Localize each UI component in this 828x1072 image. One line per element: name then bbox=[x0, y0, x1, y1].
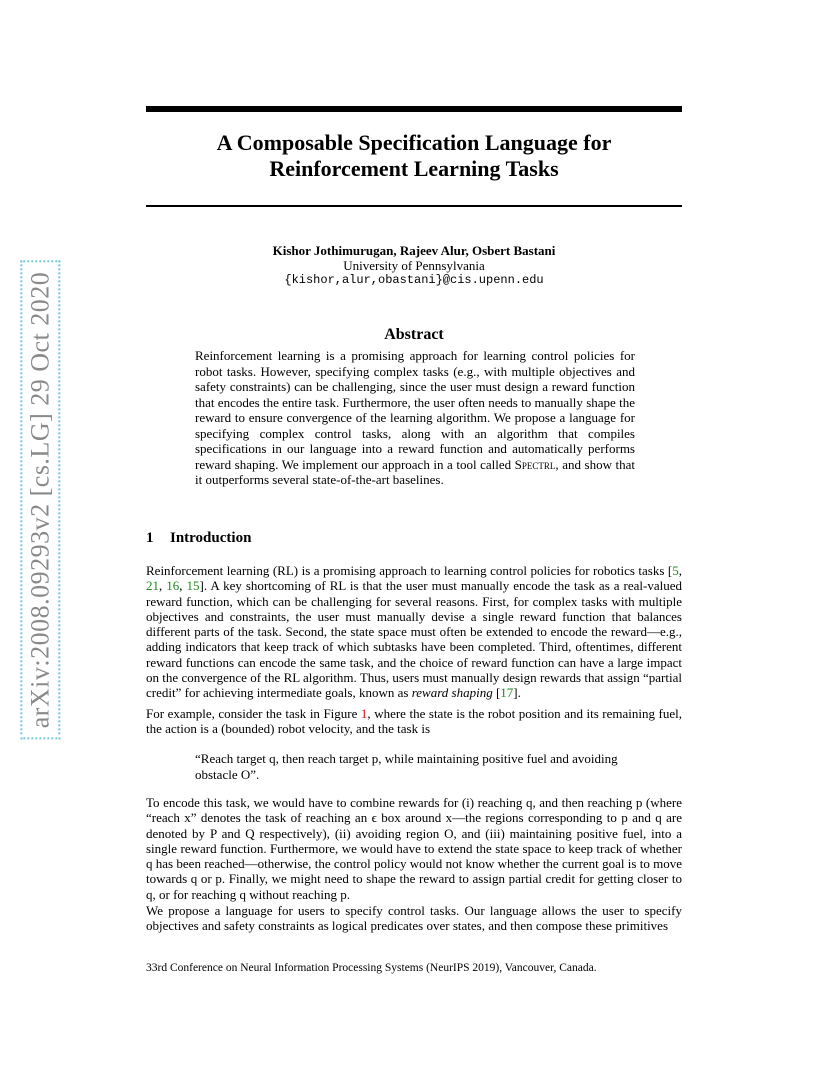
section-title: Introduction bbox=[170, 530, 252, 546]
intro-paragraph-3: To encode this task, we would have to combine rewards for (i) reaching q, and then reaching p (where “reach x” denotes the task of reaching an ϵ box around x—the regions corresponding to p and q are denoted by P and Q respectively), (ii) avoiding region O, and (iii) maintaining positive fuel, into a single reward function. Furthermore, we would have to extend the state space to keep track of whether q has been reached—otherwise, the control policy would not know whether the current goal is to move towards q or p. Finally, we might need to shape the reward to assign partial credit for getting closer to q, or for reaching q without reaching p. bbox=[146, 795, 682, 902]
title-rule-bottom bbox=[146, 205, 682, 207]
citation-link[interactable]: 15 bbox=[186, 578, 200, 594]
p2-text-b: , where the state is the robot position and its remaining fuel, the action is a (bounded) robot velocity, and the task is bbox=[146, 706, 682, 737]
author-email: {kishor,alur,obastani}@cis.upenn.edu bbox=[284, 273, 544, 287]
p2-text-a: For example, consider the task in Figure bbox=[146, 706, 361, 721]
p1-text-b: ]. A key shortcoming of RL is that the user must manually encode the task as a real-valued reward function, which can be challenging for several reasons. First, for complex tasks with multiple objectives and constraints, the user must manually devise a single reward function that balances different parts of the task. Second, the state space must often be extended to encode the reward—e.g., adding indicators that keep track of which subtasks have been completed. Third, oftentimes, different reward functions can encode the same task, and the choice of reward function can have a large impact on the convergence of the RL algorithm. Thus, users must manually design rewards that assign “partial credit” for achieving intermediate goals, known as bbox=[146, 578, 683, 701]
paper-title bbox=[146, 130, 682, 182]
intro-paragraph-4: We propose a language for users to specify control tasks. Our language allows the user to specify objectives and safety constraints as logical predicates over states, and then compose these primitives bbox=[146, 903, 682, 934]
abstract-text bbox=[195, 348, 635, 488]
arxiv-identifier[interactable]: arXiv:2008.09293v2 [cs.LG] 29 Oct 2020 bbox=[25, 266, 55, 735]
title-line-1: A Composable Specification Language for bbox=[216, 130, 612, 155]
affiliation: University of Pennsylvania bbox=[343, 258, 485, 273]
author-block bbox=[146, 243, 682, 288]
citation-link[interactable]: 21 bbox=[146, 578, 159, 594]
tool-name: Spectrl bbox=[514, 456, 556, 472]
conference-footnote: 33rd Conference on Neural Information Processing Systems (NeurIPS 2019), Vancouver, Canada. bbox=[146, 962, 597, 974]
abstract-heading: Abstract bbox=[384, 326, 444, 343]
title-rule-top bbox=[146, 106, 682, 112]
author-names: Kishor Jothimurugan, Rajeev Alur, Osbert Bastani bbox=[272, 243, 556, 258]
section-heading bbox=[146, 530, 251, 547]
citation-link[interactable]: 5 bbox=[672, 563, 679, 578]
citation-link[interactable]: 16 bbox=[166, 578, 180, 594]
p1-text-a: Reinforcement learning (RL) is a promising approach to learning control policies for robotics tasks [ bbox=[146, 563, 673, 578]
abstract-part-1: Reinforcement learning is a promising approach for learning control policies for robot tasks. However, specifying complex tasks (e.g., with multiple objectives and safety constraints) can be challenging, since the user must design a reward function that encodes the entire task. Furthermore, the user often needs to manually shape the reward to ensure convergence of the learning algorithm. We propose a language for specifying complex control tasks, along with an algorithm that compiles specifications in our language into a reward function and automatically performs reward shaping. We implement our approach in a tool called bbox=[195, 348, 635, 472]
intro-paragraph-1: Reinforcement learning (RL) is a promising approach to learning control policies for robotics tasks [5, 21, 16, 15]. A key shortcoming of RL is that the user must manually encode the task as a real-valued reward function, which can be challenging for several reasons. First, for complex tasks with multiple objectives and constraints, the user must manually devise a single reward function that balances different parts of the task. Second, the state space must often be extended to encode the reward—e.g., adding indicators that keep track of which subtasks have been completed. Third, oftentimes, different reward functions can encode the same task, and the choice of reward function can have a large impact on the convergence of the RL algorithm. Thus, users must manually design rewards that assign “partial credit” for achieving intermediate goals, known as reward shaping [17]. bbox=[146, 563, 683, 701]
intro-paragraph-2 bbox=[146, 706, 682, 737]
section-number: 1 bbox=[146, 530, 154, 546]
title-line-2: Reinforcement Learning Tasks bbox=[269, 156, 559, 181]
abstract-part-2: , and show that it outperforms several state-of-the-art baselines. bbox=[195, 456, 635, 487]
reward-shaping-term: reward shaping bbox=[411, 685, 493, 701]
arxiv-sidebar-stamp bbox=[20, 260, 60, 740]
figure-reference-link[interactable]: 1 bbox=[360, 706, 368, 721]
citation-link[interactable]: 17 bbox=[500, 685, 514, 701]
task-quote: “Reach target q, then reach target p, while maintaining positive fuel and avoiding obstacle O”. bbox=[195, 751, 618, 782]
